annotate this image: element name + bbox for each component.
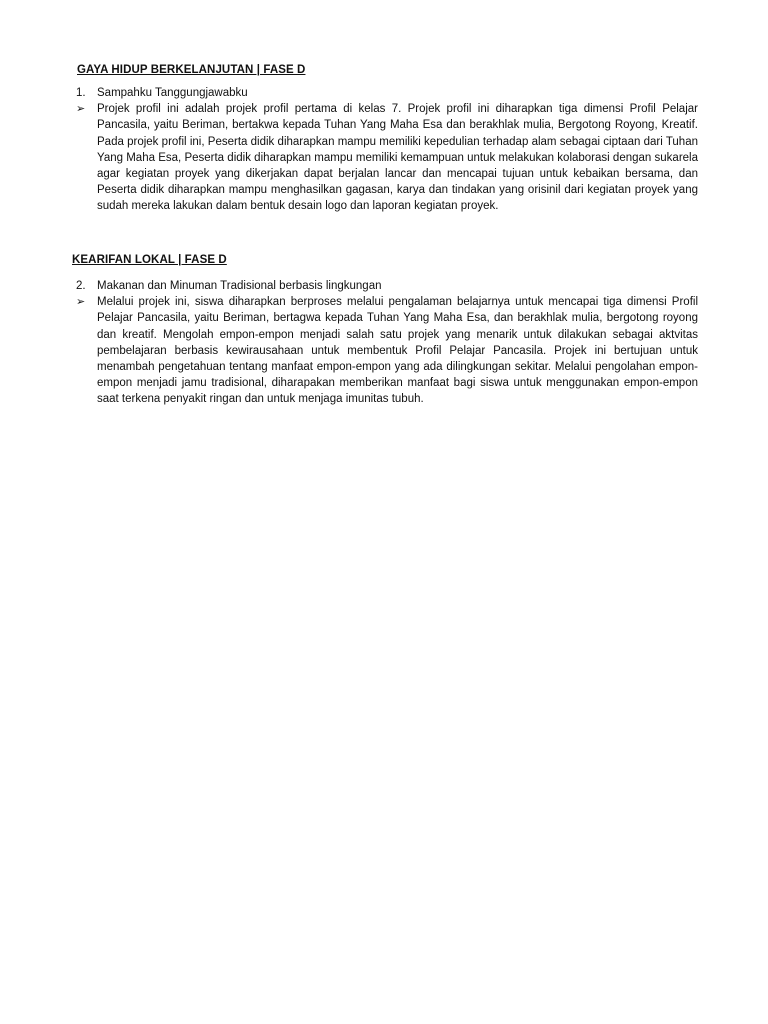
item-number: 2. <box>76 280 86 292</box>
bullet-item-row <box>76 294 698 407</box>
arrow-bullet-icon: ➢ <box>76 102 86 116</box>
item-title: Makanan dan Minuman Tradisional berbasis lingkungan <box>97 280 382 292</box>
section-heading-kearifan-lokal: KEARIFAN LOKAL | FASE D <box>72 254 227 266</box>
numbered-item-row <box>76 85 698 101</box>
item-title: Sampahku Tanggungjawabku <box>97 87 248 99</box>
section-heading-gaya-hidup: GAYA HIDUP BERKELANJUTAN | FASE D <box>77 64 306 76</box>
item-paragraph: Melalui projek ini, siswa diharapkan berproses melalui pengalaman belajarnya untuk mencapai tiga dimensi Profil Pelajar Pancasila, yaitu Beriman, bertagwa kepada Tuhan Yang Maha Esa, dan berakhlak mulia, bergotong royong dan kreatif. Mengolah empon-empon menjadi salah satu projek yang menarik untuk dilakukan sebagai aktvitas pembelajaran berbasis kewirausahaan untuk membentuk Profil Pelajar Pancasila. Projek ini bertujuan untuk menambah pengetahuan tentang manfaat empon-empon yang ada dilingkungan sekitar. Melalui pengolahan empon-empon menjadi jamu tradisional, diharapakan memberikan manfaat bagi siswa untuk menggunakan empon-empon saat terkena penyakit ringan dan untuk menjaga imunitas tubuh. <box>97 296 698 406</box>
item-paragraph: Projek profil ini adalah projek profil pertama di kelas 7. Projek profil ini diharapkan tiga dimensi Profil Pelajar Pancasila, yaitu Beriman, bertakwa kepada Tuhan Yang Maha Esa dan berakhlak mulia, Bergotong Royong, Kreatif. Pada projek profil ini, Peserta didik diharapkan mampu memiliki kepedulian terhadap alam sebagai ciptaan dari Tuhan Yang Maha Esa, Peserta didik diharapkan mampu memiliki kemampuan untuk melakukan kolaborasi dengan sukarela agar kegiatan proyek yang dikerjakan dapat berjalan lancar dan mencapai tujuan untuk kebaikan bersama, dan Peserta didik diharapkan mampu menghasilkan gagasan, karya dan tindakan yang orisinil dari kegiatan proyek yang sudah mereka lakukan dalam bentuk desain logo dan laporan kegiatan proyek. <box>97 103 698 213</box>
bullet-item-row <box>76 101 698 214</box>
numbered-item-row <box>76 278 698 294</box>
section-item-1 <box>76 85 698 215</box>
section-item-2 <box>76 278 698 408</box>
item-number: 1. <box>76 87 86 99</box>
arrow-bullet-icon: ➢ <box>76 295 86 309</box>
